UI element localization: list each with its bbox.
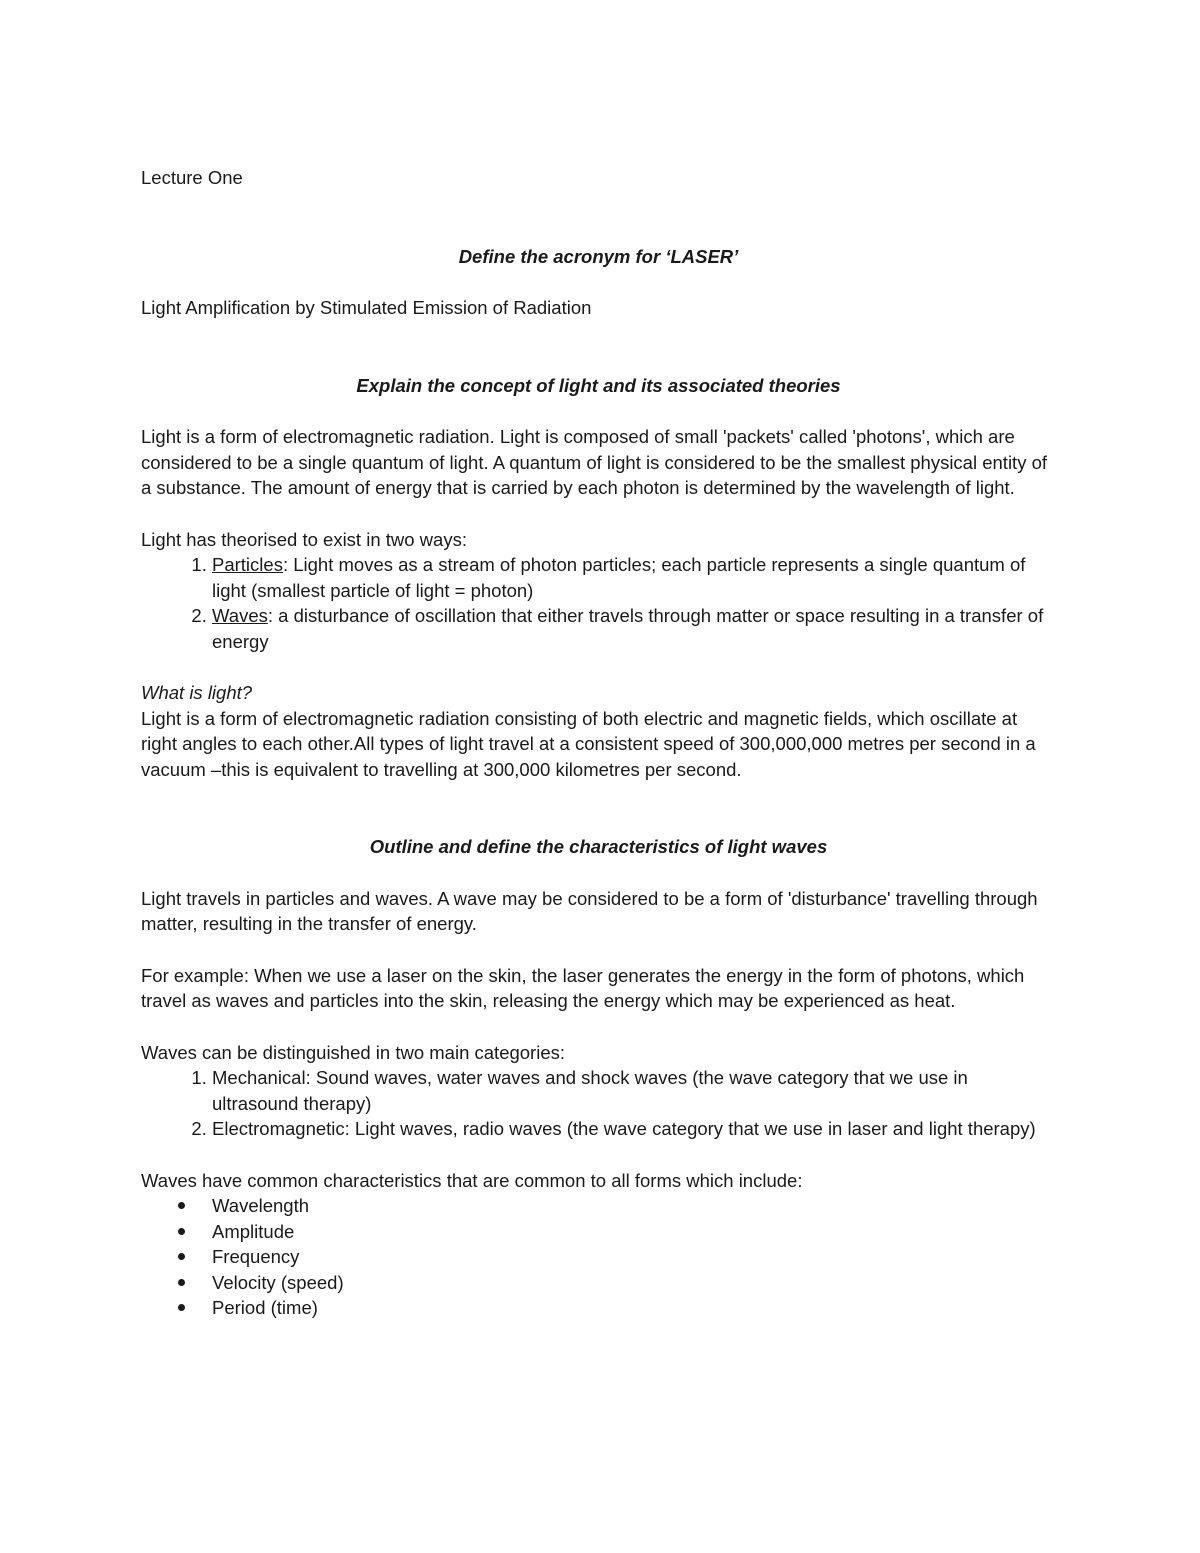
list-item xyxy=(212,1270,1056,1296)
list-item xyxy=(212,1193,1056,1219)
particles-term: Particles xyxy=(212,554,283,575)
bullet-text: Wavelength xyxy=(212,1195,310,1216)
categories-intro: Waves can be distinguished in two main categories: xyxy=(141,1041,566,1063)
characteristics-intro: Waves have common characteristics that are common to all forms which include: xyxy=(141,1169,803,1191)
waves-paragraph-example: For example: When we use a laser on the skin, the laser generates the energy in the form of photons, which travel as waves and particles into the skin, releasing the energy which may be experienced as heat. xyxy=(141,964,1025,1011)
waves-text: : a disturbance of oscillation that either travels through matter or space resulting in a transfer of energy xyxy=(212,605,1044,652)
list-item xyxy=(212,1295,1056,1321)
waves-paragraph-1: Light travels in particles and waves. A wave may be considered to be a form of 'disturbance' travelling through matter, resulting in the transfer of energy. xyxy=(141,887,1038,934)
theories-list xyxy=(141,552,1056,654)
list-item xyxy=(212,552,1056,603)
bullet-icon xyxy=(178,1253,185,1260)
list-item: 2. Electromagnetic: Light waves, radio waves (the wave category that we use in laser and light therapy) xyxy=(212,1116,1056,1142)
what-is-light-subheading: What is light? xyxy=(141,682,253,703)
bullet-text: Frequency xyxy=(212,1246,300,1267)
section-heading-wave-characteristics: Outline and define the characteristics of light waves xyxy=(369,836,828,857)
categories-list xyxy=(141,1065,1056,1142)
theories-intro: Light has theorised to exist in two ways: xyxy=(141,528,467,550)
light-concept-paragraph: Light is a form of electromagnetic radiation. Light is composed of small 'packets' called 'photons', which are considered to be a single quantum of light. A quantum of light is considered to be the smallest physical entity of a substance. The amount of energy that is carried by each photon is determined by the wavelength of light. xyxy=(141,426,1048,498)
list-item: 1. Mechanical: Sound waves, water waves and shock waves (the wave category that we use in ultrasound therapy) xyxy=(212,1065,1056,1116)
particles-text: : Light moves as a stream of photon particles; each particle represents a single quantum of light (smallest particle of light = photon) xyxy=(212,554,1026,601)
bullet-text: Amplitude xyxy=(212,1220,295,1242)
section-heading-light-concept: Explain the concept of light and its associated theories xyxy=(356,374,841,396)
waves-term: Waves xyxy=(212,605,268,626)
characteristics-list xyxy=(141,1193,1056,1321)
bullet-text: Velocity (speed) xyxy=(212,1271,344,1293)
list-item xyxy=(212,1244,1056,1270)
list-item xyxy=(212,1219,1056,1245)
section-heading-laser: Define the acronym for ‘LASER’ xyxy=(458,245,739,267)
list-item xyxy=(212,603,1056,654)
bullet-icon xyxy=(178,1279,185,1286)
bullet-icon xyxy=(178,1202,185,1209)
bullet-text: Period (time) xyxy=(212,1297,318,1318)
lecture-title: Lecture One xyxy=(141,167,243,188)
bullet-icon xyxy=(178,1304,185,1311)
what-is-light-paragraph: Light is a form of electromagnetic radiation consisting of both electric and magnetic fields, which oscillate at right angles to each other.All types of light travel at a consistent speed of 300,000,000 metres per second in a vacuum –this is equivalent to travelling at 300,000 kilometres per second. xyxy=(141,707,1036,780)
laser-definition: Light Amplification by Stimulated Emission of Radiation xyxy=(141,297,592,318)
document-body xyxy=(141,165,1056,1321)
bullet-icon xyxy=(178,1228,185,1235)
